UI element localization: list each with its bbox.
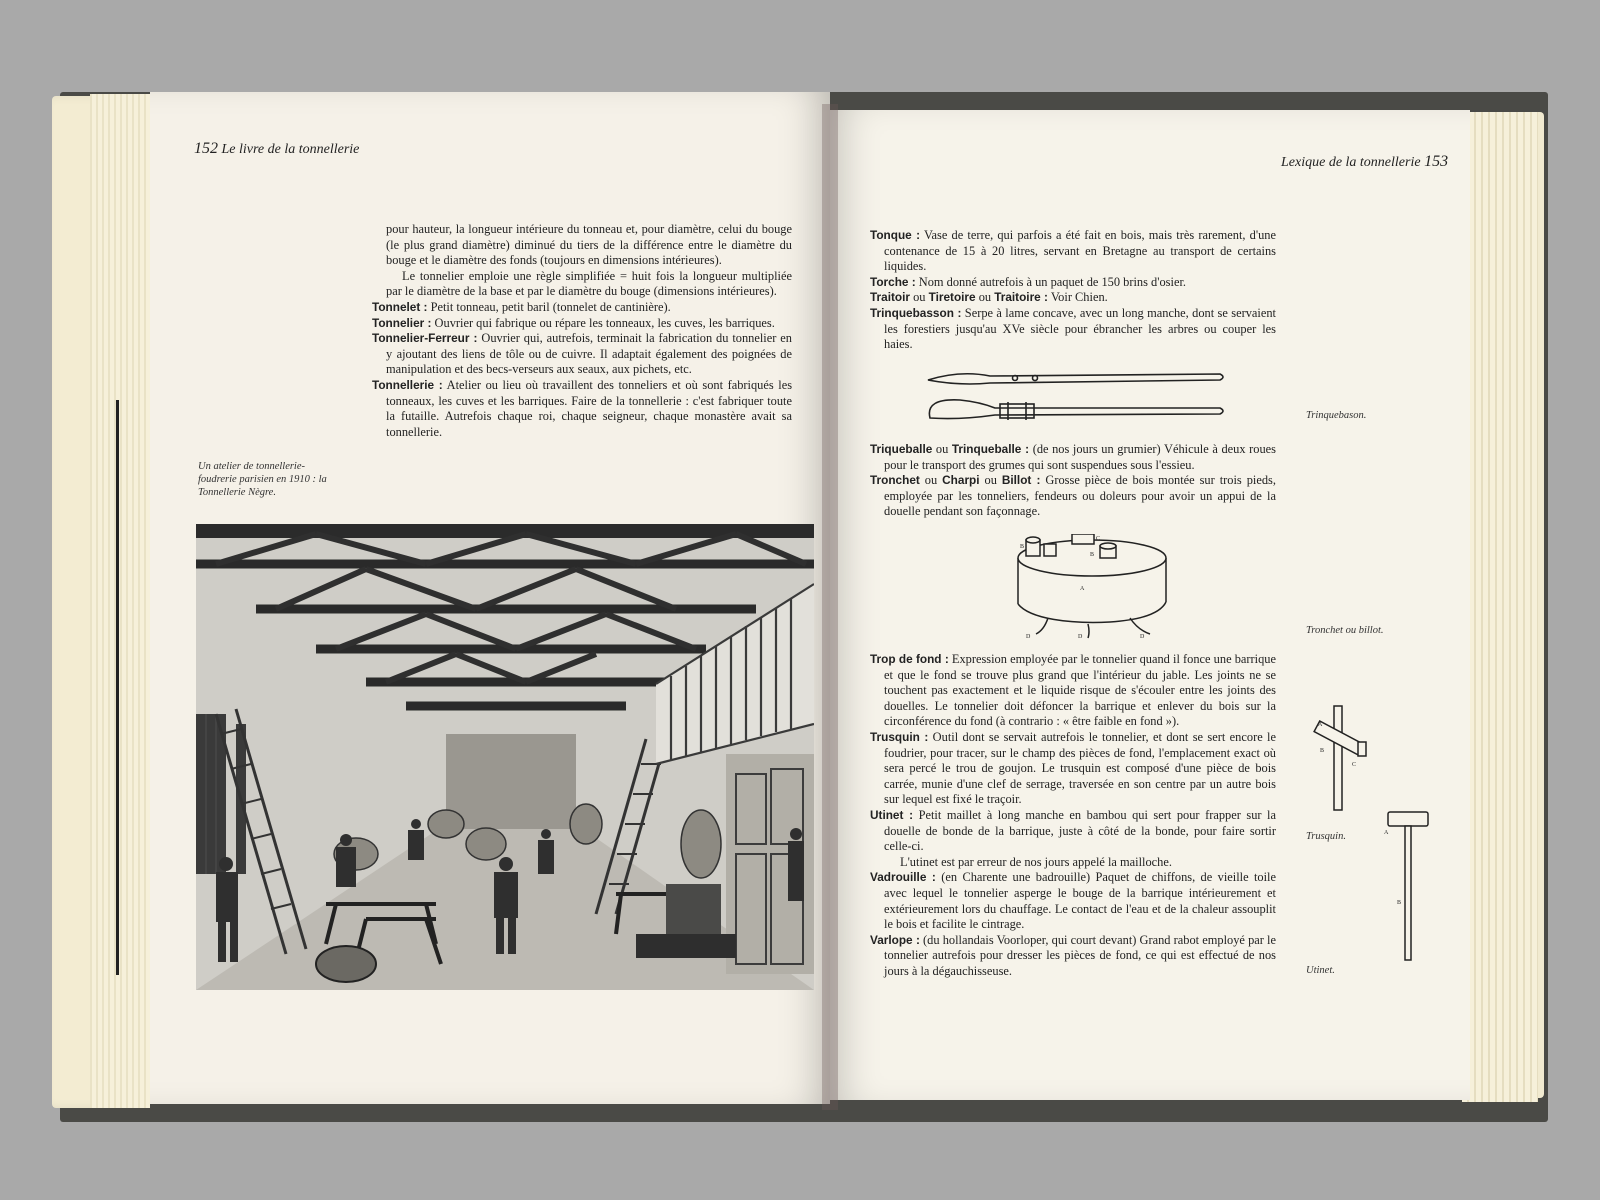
left-running-header bbox=[194, 140, 359, 158]
entry-text: Outil dont se servait autrefois le tonnelier, et dont se sert encore le foudrier, pour tracer, sur le champ des pièces de fond, l'emplacement exact où sera percé le trou de goujon. Le trusquin est composé d'une pièce de bois carrée, munie d'une clef de serrage, traversée en son centre par un autre bois sur lequel est fixé le traçoir. bbox=[884, 729, 1277, 807]
entry-term: Tonnelier-Ferreur : bbox=[372, 331, 478, 346]
entry-text: Atelier ou lieu où travaillent des tonneliers et où sont fabriqués les tonneaux, les cuves et les barriques. Faire de la tonnellerie : c'est fabriquer toute la futaille. Autrefois chaque roi, chaque seigneur, chaque monastère avait sa tonnellerie. bbox=[386, 377, 793, 439]
entry-term: Trinquebasson : bbox=[870, 305, 962, 320]
fig-label-b: B bbox=[1090, 552, 1095, 558]
rule-paragraph: Le tonnelier emploie une règle simplifiée = huit fois la longueur multipliée par le diamètre de la base et par le diamètre du bouge (dimensions intérieures). bbox=[386, 268, 792, 299]
utinet-illustration bbox=[1384, 808, 1434, 964]
entry-tonnelet bbox=[372, 300, 792, 316]
entry-text: Ouvrier qui, autrefois, terminait la fabrication du tonnelier en y ajoutant des liens de tôle ou de cuivre. Il adaptait également des poignées de manipulation et des becs-verseurs aux seaux, aux pichets, etc. bbox=[386, 331, 792, 377]
entry-torche bbox=[870, 275, 1276, 291]
workshop-caption: Un atelier de tonnellerie-foudrerie parisien en 1910 : la Tonnellerie Nègre. bbox=[198, 461, 327, 498]
entry-tonnelier bbox=[372, 316, 792, 332]
tronchet-illustration bbox=[1010, 534, 1180, 640]
entry-text: Petit tonneau, petit baril (tonnelet de cantinière). bbox=[430, 299, 671, 314]
page-stack-left bbox=[90, 94, 150, 1108]
left-page-number: 152 bbox=[194, 140, 218, 157]
page-stack-right bbox=[1462, 112, 1538, 1102]
trinquebason-caption: Trinquebason. bbox=[1306, 410, 1367, 421]
right-text-bottom bbox=[870, 652, 1276, 979]
entry-term: Vadrouille : bbox=[870, 870, 936, 885]
entry-term: Utinet : bbox=[870, 807, 914, 822]
entry-trusquin bbox=[870, 730, 1276, 808]
entry-term: Trop de fond : bbox=[870, 652, 949, 666]
entry-term: Tonnellerie : bbox=[372, 377, 443, 392]
entry-term-alt: Traitoire : bbox=[994, 290, 1048, 305]
entry-term: Tonnelier : bbox=[372, 315, 432, 330]
left-running-title: Le livre de la tonnellerie bbox=[221, 142, 360, 157]
fig-label-d: D bbox=[1078, 634, 1083, 640]
entry-tronchet bbox=[870, 473, 1276, 520]
entry-trop-de-fond bbox=[870, 652, 1276, 730]
entry-text: Nom donné autrefois à un paquet de 150 brins d'osier. bbox=[918, 274, 1186, 289]
entry-term: Torche : bbox=[870, 274, 916, 289]
fig-label-b: B bbox=[1397, 900, 1402, 906]
entry-text: Vase de terre, qui parfois a été fait en bois, mais très rarement, d'une contenance de 15 à 20 litres, servant en Bretagne au transport de certains liquides. bbox=[884, 228, 1276, 274]
trusquin-illustration bbox=[1308, 702, 1378, 812]
entry-text: (de nos jours un grumier) Véhicule à deux roues pour le transport des grumes qui sont suspendues sous l'essieu. bbox=[884, 442, 1276, 472]
entry-connector: ou bbox=[975, 290, 995, 305]
right-running-header bbox=[1281, 153, 1448, 171]
right-text-top bbox=[870, 228, 1276, 353]
fig-label-d: D bbox=[1026, 634, 1031, 640]
left-text-column bbox=[372, 222, 792, 440]
right-page-number: 153 bbox=[1424, 153, 1449, 170]
entry-trinquebasson bbox=[870, 306, 1276, 353]
book-spine bbox=[822, 104, 838, 1110]
entry-text: Grosse pièce de bois montée sur trois pieds, employée par les tonneliers, fendeurs ou doleurs pour avoir un appui de la douelle pendant son façonnage. bbox=[884, 473, 1276, 519]
entry-term: Tonnelet : bbox=[372, 299, 428, 314]
right-text-mid bbox=[870, 442, 1276, 520]
entry-term-alt: Billot : bbox=[1001, 473, 1041, 488]
fig-label-d: D bbox=[1140, 634, 1145, 640]
entry-term-alt: Charpi bbox=[942, 473, 980, 488]
entry-term: Traitoir bbox=[870, 290, 910, 305]
entry-text: Petit maillet à long manche en bambou qui sert pour frapper sur la douelle de bonde de la barrique, juste à côté de la bonde, pour faire sortir celle-ci. bbox=[884, 807, 1276, 854]
entry-triqueballe bbox=[870, 442, 1276, 473]
utinet-caption: Utinet. bbox=[1306, 965, 1335, 976]
entry-tonque bbox=[870, 228, 1276, 275]
utinet-note: L'utinet est par erreur de nos jours appelé la mailloche. bbox=[900, 854, 1172, 869]
fig-label-a: A bbox=[1384, 830, 1389, 836]
page-edge-mark bbox=[116, 400, 119, 975]
entry-term: Triqueballe bbox=[870, 442, 933, 456]
fig-label-b: B bbox=[1320, 748, 1325, 754]
entry-term: Tonque : bbox=[870, 228, 920, 242]
fig-label-b: B bbox=[1020, 544, 1025, 550]
entry-text: Serpe à lame concave, avec un long manche, dont se servaient les forestiers jusqu'au XVe siècle pour ébrancher les arbres ou couper les haies. bbox=[884, 305, 1276, 352]
entry-term: Varlope : bbox=[870, 932, 920, 947]
fig-label-a: A bbox=[1318, 722, 1323, 728]
entry-connector: ou bbox=[919, 473, 943, 488]
entry-utinet bbox=[870, 808, 1276, 855]
workshop-engraving bbox=[196, 524, 814, 990]
right-running-title: Lexique de la tonnellerie bbox=[1281, 155, 1421, 170]
entry-text: Voir Chien. bbox=[1050, 290, 1108, 305]
fig-label-c: C bbox=[1096, 536, 1101, 542]
trusquin-caption: Trusquin. bbox=[1306, 831, 1346, 842]
continuation-paragraph: pour hauteur, la longueur intérieure du tonneau et, pour diamètre, celui du bouge (le plus grand diamètre) diminué du tiers de la différence entre le diamètre du bouge et le diamètre des fonds (toujours en dimensions intérieures). bbox=[386, 222, 792, 268]
entry-traitoir bbox=[870, 290, 1276, 306]
entry-term-alt: Trinqueballe : bbox=[951, 442, 1030, 456]
trinquebasson-illustration bbox=[920, 368, 1230, 430]
entry-connector: ou bbox=[932, 442, 952, 456]
entry-text: Ouvrier qui fabrique ou répare les tonneaux, les cuves, les barriques. bbox=[434, 315, 775, 330]
entry-text: (du hollandais Voorloper, qui court devant) Grand rabot employé par le tonnelier autrefois pour dresser les pièces de fond, ce qui est effectué de nos jours à la dégauchisseuse. bbox=[884, 932, 1276, 978]
entry-term: Trusquin : bbox=[870, 729, 929, 744]
entry-term: Tronchet bbox=[870, 473, 920, 488]
entry-term-alt: Tiretoire bbox=[928, 290, 976, 305]
entry-connector: ou bbox=[979, 473, 1002, 488]
entry-varlope bbox=[870, 933, 1276, 980]
fig-label-c: C bbox=[1352, 762, 1357, 768]
entry-tonnellerie bbox=[372, 378, 792, 440]
entry-tonnelier-ferreur bbox=[372, 331, 792, 378]
entry-text: Expression employée par le tonnelier quand il fonce une barrique et que le fond se trouve plus grand que l'intérieur du jable. Les joints ne se touchent pas exactement et le liquide risque de s'écouler entre les joints des douelles. Le tonnelier doit défoncer la barrique et enlever du bois sur la circonférence du fond (à contrario : « être faible en fond »). bbox=[884, 652, 1276, 729]
fig-label-a: A bbox=[1080, 586, 1085, 592]
entry-vadrouille bbox=[870, 870, 1276, 932]
entry-connector: ou bbox=[910, 290, 929, 305]
tronchet-caption: Tronchet ou billot. bbox=[1306, 625, 1384, 636]
entry-text: (en Charente une badrouille) Paquet de chiffons, de vieille toile avec lequel le tonnelier asperge le bouge de la barrique intérieurement et extérieurement lors du chauffage. Le contact de l'eau et de la chaleur assouplit le bois et facilite le cintrage. bbox=[884, 870, 1276, 932]
